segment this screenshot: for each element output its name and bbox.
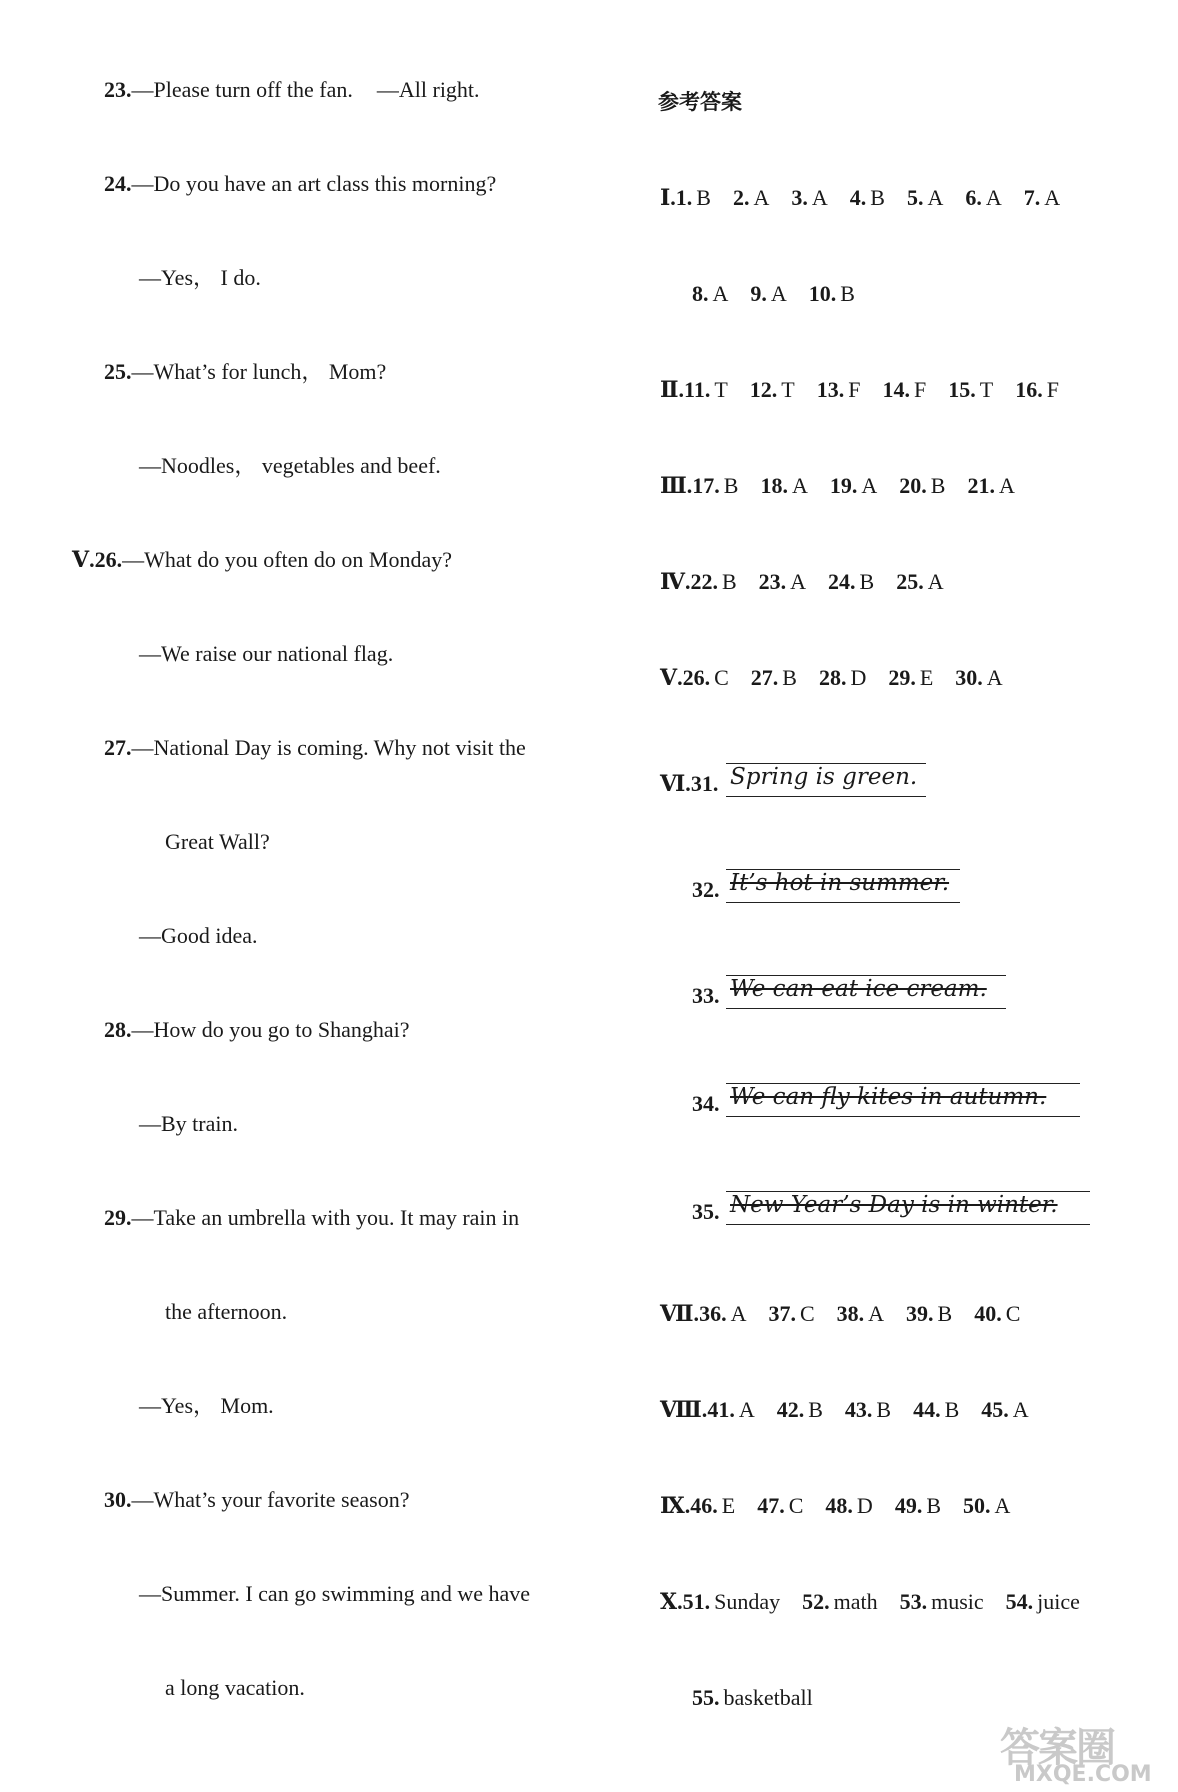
answer-item: 45. A [981,1397,1029,1422]
section-label: Ⅰ. [660,185,676,210]
answer-item: 15. T [948,377,994,402]
answer-row [692,280,855,308]
answer-item: 3. A [791,185,828,210]
answer-row [660,376,1059,404]
answer-item: 23. A [758,569,807,594]
answer-item: 11. T [684,377,728,402]
answer-item: 55. basketball [692,1685,813,1710]
section-label: Ⅲ. [660,473,693,498]
answer-item: 16. F [1015,377,1059,402]
answer-item: 36. A [699,1301,747,1326]
answer-item: 17. B [692,473,739,498]
dialogue-line: Great Wall? [165,829,270,854]
answer-label: 32. [692,877,720,902]
section-label: Ⅷ. [660,1397,708,1422]
handwritten-answer: Spring is green. [726,760,926,800]
answer-row [660,184,1060,212]
section-label: Ⅹ. [660,1589,683,1614]
answer-item: 24. B [828,569,875,594]
answer-row [660,472,1015,500]
answer-item: 51. Sunday [682,1589,781,1614]
answer-item: 9. A [750,281,787,306]
answer-item: 26. C [682,665,729,690]
answer-item: 29. E [888,665,934,690]
answer-item: 54. juice [1005,1589,1080,1614]
section-label: Ⅸ. [660,1493,691,1518]
watermark-logo: 答案圈 [1000,1725,1114,1771]
answer-label: Ⅵ.31. [660,771,719,796]
answer-item: 30. A [955,665,1003,690]
handwritten-answer: We can eat ice cream. [726,972,1006,1012]
dialogue-line: a long vacation. [165,1675,305,1700]
answer-item: 38. A [836,1301,885,1326]
dialogue-line: —Yes， I do. [139,265,261,290]
dialogue-line: —Good idea. [139,923,258,948]
answer-key-title: 参考答案 [658,90,742,114]
answer-item: 27. B [750,665,797,690]
answer-item: 4. B [849,185,885,210]
answer-label: 35. [692,1199,720,1224]
handwritten-answer: New Year’s Day is in winter. [726,1188,1090,1228]
answer-item: 28. D [818,665,867,690]
section-label: Ⅴ. [660,665,683,690]
answer-item: 8. A [692,281,729,306]
answer-item: 44. B [913,1397,960,1422]
handwritten-answer: We can fly kites in autumn. [726,1080,1080,1120]
dialogue-line: —We raise our national flag. [139,641,394,666]
section-label: Ⅳ. [660,569,691,594]
answer-item: 21. A [967,473,1015,498]
dialogue-line: the afternoon. [165,1299,288,1324]
answer-item: 2. A [732,185,770,210]
dialogue-line: Ⅴ.26.—What do you often do on Monday? [72,547,453,572]
answer-item: 1. B [675,185,711,210]
answer-row [660,1588,1080,1616]
answer-item: 49. B [894,1493,941,1518]
answer-item: 18. A [760,473,808,498]
answer-item: 43. B [844,1397,892,1422]
answer-item: 14. F [882,377,927,402]
answer-label: 33. [692,983,720,1008]
answer-item: 22. B [690,569,737,594]
dialogue-line: 25.—What’s for lunch， Mom? [104,359,387,384]
answer-item: 42. B [776,1397,823,1422]
answer-item: 20. B [899,473,946,498]
answer-item: 41. A [707,1397,755,1422]
answer-item: 6. A [965,185,1002,210]
dialogue-line: —Summer. I can go swimming and we have [139,1581,531,1606]
answer-item: 39. B [906,1301,953,1326]
answer-row [660,1492,1010,1520]
answer-item: 48. D [825,1493,873,1518]
answer-item: 19. A [829,473,878,498]
answer-item: 5. A [906,185,944,210]
answer-item: 37. C [768,1301,815,1326]
answer-item: 53. music [899,1589,984,1614]
answer-item: 47. C [757,1493,804,1518]
answer-row [660,568,944,596]
answer-item: 7. A [1023,185,1061,210]
dialogue-line: 27.—National Day is coming. Why not visit the [104,735,526,760]
answer-item: 46. E [690,1493,736,1518]
answer-row [692,1684,813,1712]
answer-row [660,664,1003,692]
answer-row [660,1300,1020,1328]
answer-item: 52. math [802,1589,878,1614]
section-label: Ⅶ. [660,1301,700,1326]
dialogue-line: —By train. [139,1111,238,1136]
answer-item: 25. A [896,569,944,594]
answer-row [660,1396,1029,1424]
dialogue-line: 29.—Take an umbrella with you. It may rain in [104,1205,520,1230]
answer-item: 40. C [974,1301,1021,1326]
dialogue-line: 24.—Do you have an art class this morning? [104,171,497,196]
answer-item: 10. B [808,281,855,306]
dialogue-line: 23.—Please turn off the fan. —All right. [104,77,480,102]
handwritten-answer: It’s hot in summer. [726,866,960,906]
section-label: Ⅱ. [660,377,685,402]
answer-item: 12. T [749,377,795,402]
answer-label: 34. [692,1091,720,1116]
dialogue-line: 30.—What’s your favorite season? [104,1487,410,1512]
dialogue-line: 28.—How do you go to Shanghai? [104,1017,410,1042]
watermark-site: MXQE.COM [1014,1762,1152,1787]
dialogue-line: —Noodles， vegetables and beef. [139,453,441,478]
answer-item: 50. A [963,1493,1011,1518]
answer-item: 13. F [816,377,861,402]
dialogue-line: —Yes， Mom. [139,1393,274,1418]
